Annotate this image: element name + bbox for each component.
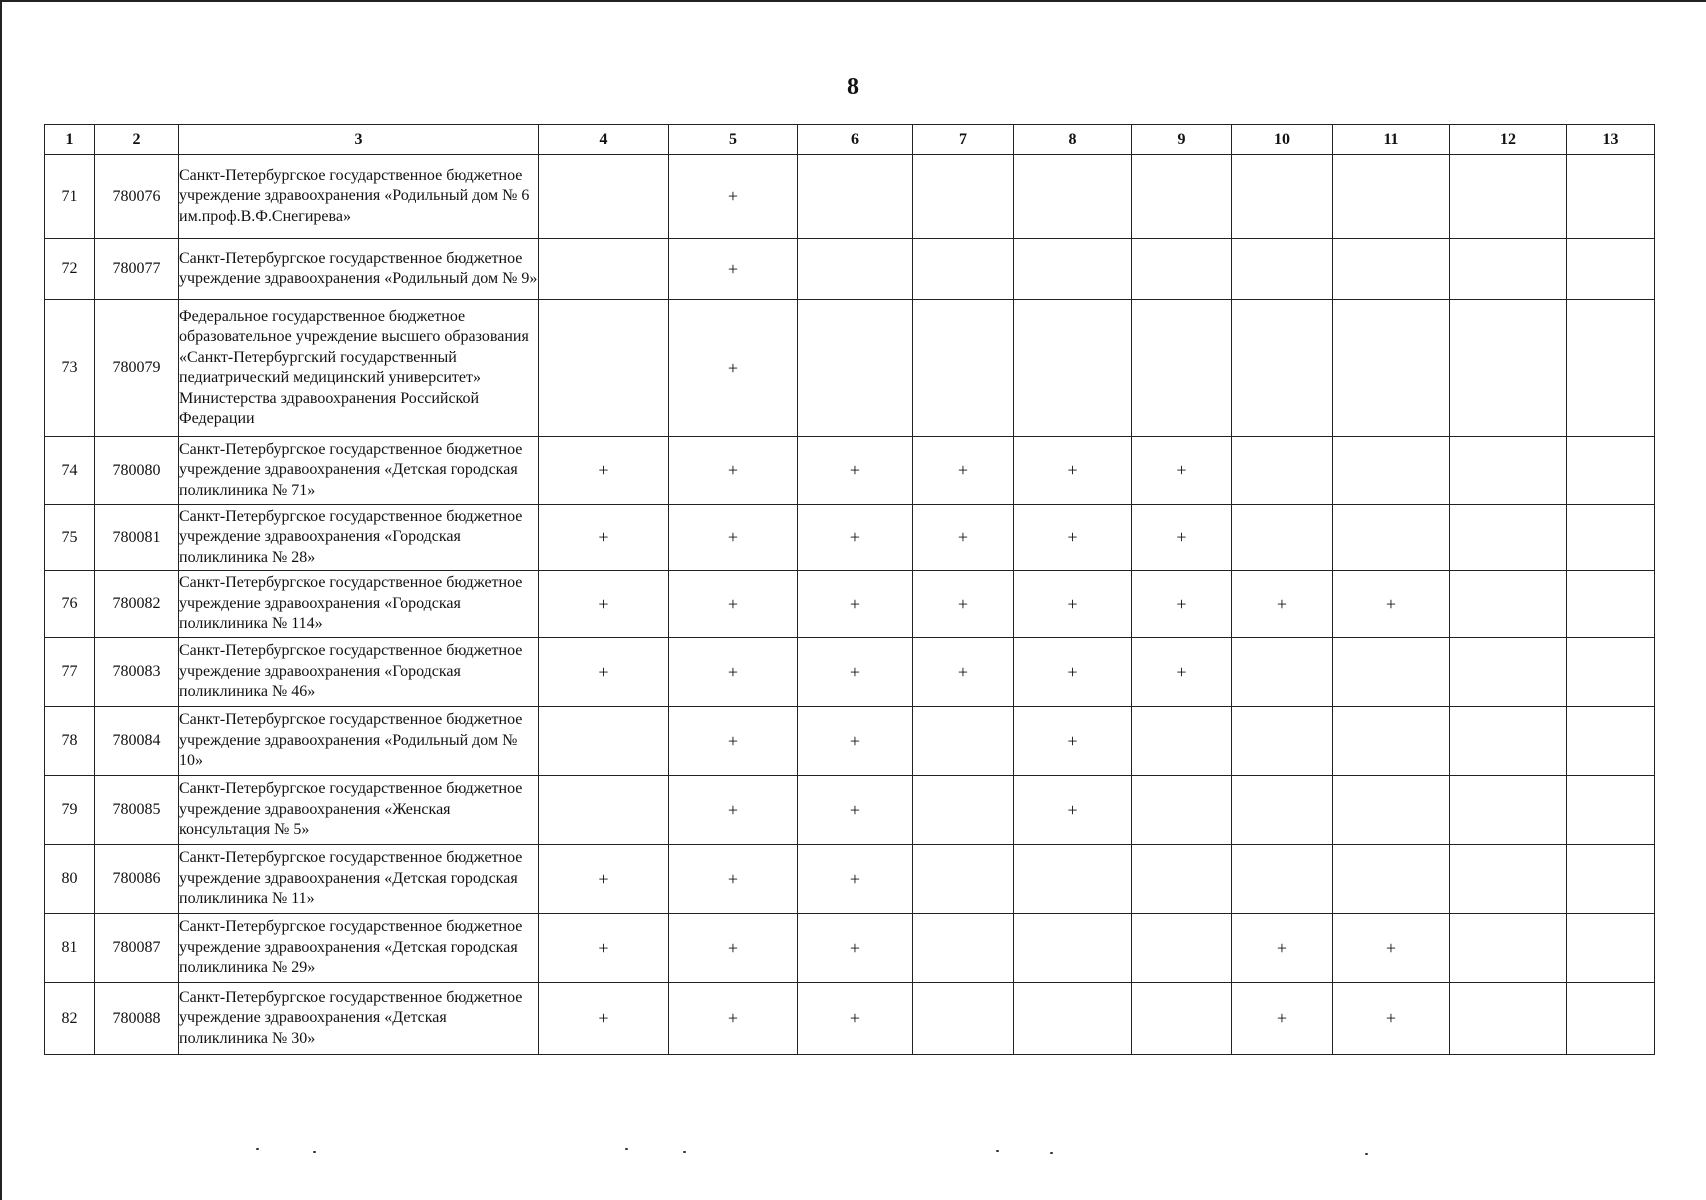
org-code: 780085 [95, 776, 179, 845]
mark-cell: + [913, 437, 1014, 505]
mark-cell [1014, 914, 1132, 983]
mark-cell [1232, 776, 1333, 845]
mark-cell: + [798, 638, 913, 707]
org-code: 780087 [95, 914, 179, 983]
table-row [45, 155, 1655, 239]
table-row [45, 505, 1655, 571]
mark-cell [913, 707, 1014, 776]
mark-cell: + [539, 505, 669, 571]
mark-cell [1132, 155, 1232, 239]
org-code: 780079 [95, 300, 179, 437]
mark-cell [1567, 983, 1655, 1055]
mark-cell: + [1014, 505, 1132, 571]
scan-artifact [683, 1151, 686, 1153]
mark-cell: + [913, 638, 1014, 707]
mark-cell [1333, 638, 1450, 707]
table-body [45, 155, 1655, 1055]
mark-cell: + [669, 845, 798, 914]
mark-cell: + [1232, 914, 1333, 983]
mark-cell [1333, 300, 1450, 437]
scan-border-left [0, 0, 2, 1200]
header-cell: 3 [179, 125, 539, 155]
mark-cell [1567, 914, 1655, 983]
mark-cell [1567, 155, 1655, 239]
mark-cell: + [669, 437, 798, 505]
mark-cell [1132, 300, 1232, 437]
mark-cell [1450, 638, 1567, 707]
header-cell: 6 [798, 125, 913, 155]
mark-cell [539, 707, 669, 776]
mark-cell [1333, 707, 1450, 776]
org-code: 780082 [95, 571, 179, 638]
mark-cell: + [798, 571, 913, 638]
row-number: 77 [45, 638, 95, 707]
mark-cell [913, 155, 1014, 239]
mark-cell [1232, 707, 1333, 776]
registry-table [44, 124, 1655, 1055]
mark-cell [539, 155, 669, 239]
mark-cell: + [913, 571, 1014, 638]
mark-cell: + [669, 638, 798, 707]
header-cell: 10 [1232, 125, 1333, 155]
org-name: Санкт-Петербургское государственное бюджетное учреждение здравоохранения «Детская поликлиника № 30» [179, 983, 539, 1055]
page-number: 8 [847, 74, 859, 100]
row-number: 73 [45, 300, 95, 437]
mark-cell [1567, 239, 1655, 300]
row-number: 72 [45, 239, 95, 300]
mark-cell [1232, 300, 1333, 437]
mark-cell [1450, 571, 1567, 638]
scan-border-top [0, 0, 1706, 2]
mark-cell [913, 983, 1014, 1055]
scan-artifact [313, 1151, 316, 1153]
mark-cell: + [669, 707, 798, 776]
mark-cell: + [1132, 638, 1232, 707]
mark-cell: + [539, 571, 669, 638]
mark-cell [1232, 505, 1333, 571]
mark-cell [1567, 300, 1655, 437]
mark-cell: + [669, 155, 798, 239]
row-number: 80 [45, 845, 95, 914]
mark-cell [1450, 239, 1567, 300]
mark-cell [1333, 155, 1450, 239]
mark-cell: + [798, 845, 913, 914]
mark-cell [1567, 638, 1655, 707]
org-name: Федеральное государственное бюджетное образовательное учреждение высшего образования «Санкт-Петербургский государственный педиатрический медицинский университет» Министерства здравоохранения Российской Федерации [179, 300, 539, 437]
mark-cell: + [1014, 638, 1132, 707]
mark-cell [1450, 983, 1567, 1055]
mark-cell [1232, 437, 1333, 505]
table-row [45, 845, 1655, 914]
scan-artifact [256, 1148, 259, 1150]
mark-cell [1450, 300, 1567, 437]
mark-cell [1232, 239, 1333, 300]
org-name: Санкт-Петербургское государственное бюджетное учреждение здравоохранения «Городская поликлиника № 28» [179, 505, 539, 571]
table-row [45, 707, 1655, 776]
mark-cell [1450, 505, 1567, 571]
mark-cell: + [1132, 505, 1232, 571]
table-row [45, 638, 1655, 707]
org-code: 780083 [95, 638, 179, 707]
mark-cell [913, 300, 1014, 437]
mark-cell: + [1014, 776, 1132, 845]
mark-cell [1450, 914, 1567, 983]
table-row [45, 776, 1655, 845]
header-cell: 5 [669, 125, 798, 155]
header-cell: 4 [539, 125, 669, 155]
mark-cell [1567, 571, 1655, 638]
org-name: Санкт-Петербургское государственное бюджетное учреждение здравоохранения «Городская поликлиника № 46» [179, 638, 539, 707]
header-cell: 9 [1132, 125, 1232, 155]
scan-artifact [1050, 1152, 1053, 1154]
mark-cell: + [539, 983, 669, 1055]
mark-cell: + [669, 571, 798, 638]
org-name: Санкт-Петербургское государственное бюджетное учреждение здравоохранения «Детская городская поликлиника № 71» [179, 437, 539, 505]
header-cell: 12 [1450, 125, 1567, 155]
org-code: 780077 [95, 239, 179, 300]
mark-cell [798, 300, 913, 437]
org-name: Санкт-Петербургское государственное бюджетное учреждение здравоохранения «Родильный дом № 10» [179, 707, 539, 776]
mark-cell [1450, 437, 1567, 505]
row-number: 76 [45, 571, 95, 638]
mark-cell [1014, 239, 1132, 300]
mark-cell [1232, 845, 1333, 914]
mark-cell: + [1014, 707, 1132, 776]
mark-cell [1014, 845, 1132, 914]
mark-cell [1132, 914, 1232, 983]
table-row [45, 239, 1655, 300]
mark-cell: + [798, 505, 913, 571]
mark-cell [1014, 983, 1132, 1055]
mark-cell [913, 914, 1014, 983]
mark-cell [1450, 845, 1567, 914]
mark-cell: + [1014, 571, 1132, 638]
mark-cell [1132, 983, 1232, 1055]
header-cell: 7 [913, 125, 1014, 155]
mark-cell [1232, 638, 1333, 707]
row-number: 71 [45, 155, 95, 239]
mark-cell: + [798, 437, 913, 505]
mark-cell [1567, 845, 1655, 914]
mark-cell [539, 776, 669, 845]
mark-cell [1450, 155, 1567, 239]
table-row [45, 914, 1655, 983]
mark-cell [1333, 437, 1450, 505]
mark-cell [1132, 845, 1232, 914]
mark-cell: + [669, 983, 798, 1055]
mark-cell: + [1333, 571, 1450, 638]
row-number: 79 [45, 776, 95, 845]
table-row [45, 437, 1655, 505]
table-row [45, 571, 1655, 638]
mark-cell: + [1014, 437, 1132, 505]
mark-cell: + [669, 776, 798, 845]
mark-cell: + [798, 776, 913, 845]
scan-artifact [625, 1148, 628, 1150]
org-code: 780088 [95, 983, 179, 1055]
mark-cell: + [669, 239, 798, 300]
mark-cell: + [1232, 571, 1333, 638]
mark-cell [1450, 707, 1567, 776]
scan-artifact [1365, 1153, 1368, 1155]
mark-cell [798, 155, 913, 239]
org-name: Санкт-Петербургское государственное бюджетное учреждение здравоохранения «Родильный дом № 9» [179, 239, 539, 300]
mark-cell: + [539, 914, 669, 983]
org-code: 780084 [95, 707, 179, 776]
mark-cell [1014, 155, 1132, 239]
header-row [45, 125, 1655, 155]
mark-cell: + [539, 845, 669, 914]
org-name: Санкт-Петербургское государственное бюджетное учреждение здравоохранения «Городская поликлиника № 114» [179, 571, 539, 638]
scan-artifact [996, 1150, 999, 1152]
mark-cell [1333, 239, 1450, 300]
org-name: Санкт-Петербургское государственное бюджетное учреждение здравоохранения «Женская консультация № 5» [179, 776, 539, 845]
mark-cell [1333, 505, 1450, 571]
org-name: Санкт-Петербургское государственное бюджетное учреждение здравоохранения «Детская городская поликлиника № 11» [179, 845, 539, 914]
org-name: Санкт-Петербургское государственное бюджетное учреждение здравоохранения «Родильный дом № 6 им.проф.В.Ф.Снегирева» [179, 155, 539, 239]
org-code: 780086 [95, 845, 179, 914]
mark-cell [1567, 505, 1655, 571]
mark-cell [1567, 707, 1655, 776]
mark-cell: + [669, 505, 798, 571]
mark-cell: + [798, 707, 913, 776]
table-row [45, 300, 1655, 437]
mark-cell [913, 845, 1014, 914]
mark-cell: + [1132, 437, 1232, 505]
org-name: Санкт-Петербургское государственное бюджетное учреждение здравоохранения «Детская городская поликлиника № 29» [179, 914, 539, 983]
mark-cell: + [1333, 983, 1450, 1055]
mark-cell: + [798, 983, 913, 1055]
org-code: 780076 [95, 155, 179, 239]
mark-cell [1132, 707, 1232, 776]
mark-cell [1333, 776, 1450, 845]
row-number: 74 [45, 437, 95, 505]
mark-cell: + [669, 914, 798, 983]
mark-cell [1567, 776, 1655, 845]
header-cell: 8 [1014, 125, 1132, 155]
mark-cell: + [669, 300, 798, 437]
org-code: 780081 [95, 505, 179, 571]
table-row [45, 983, 1655, 1055]
mark-cell [1232, 155, 1333, 239]
mark-cell [1132, 776, 1232, 845]
row-number: 78 [45, 707, 95, 776]
row-number: 75 [45, 505, 95, 571]
mark-cell [1333, 845, 1450, 914]
mark-cell [1132, 239, 1232, 300]
header-cell: 1 [45, 125, 95, 155]
mark-cell [798, 239, 913, 300]
mark-cell: + [1232, 983, 1333, 1055]
mark-cell: + [539, 437, 669, 505]
header-cell: 2 [95, 125, 179, 155]
mark-cell: + [913, 505, 1014, 571]
org-code: 780080 [95, 437, 179, 505]
mark-cell: + [1333, 914, 1450, 983]
mark-cell [1450, 776, 1567, 845]
mark-cell [1567, 437, 1655, 505]
mark-cell: + [539, 638, 669, 707]
mark-cell [539, 239, 669, 300]
header-cell: 13 [1567, 125, 1655, 155]
mark-cell [1014, 300, 1132, 437]
row-number: 82 [45, 983, 95, 1055]
mark-cell [539, 300, 669, 437]
mark-cell: + [798, 914, 913, 983]
row-number: 81 [45, 914, 95, 983]
header-cell: 11 [1333, 125, 1450, 155]
mark-cell [913, 776, 1014, 845]
mark-cell [913, 239, 1014, 300]
mark-cell: + [1132, 571, 1232, 638]
